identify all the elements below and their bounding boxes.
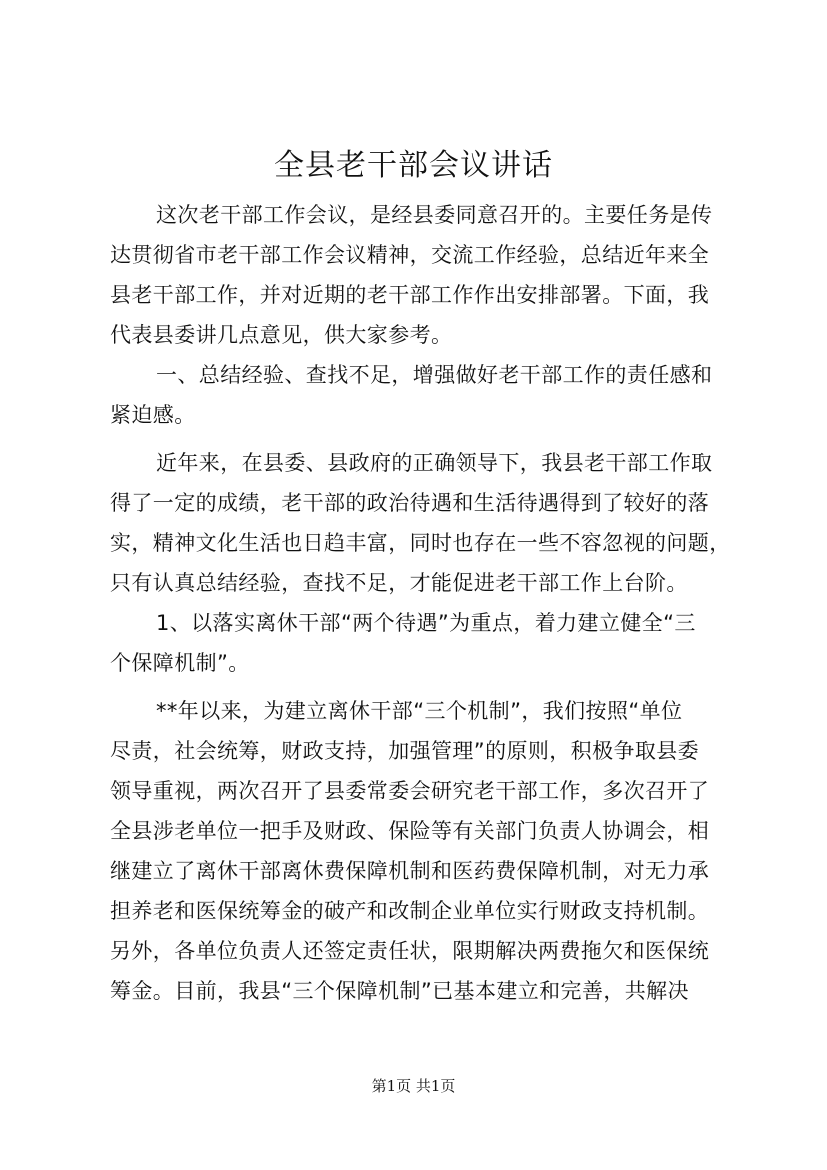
text-line: 近年来，在县委、县政府的正确领导下，我县老干部工作取 (156, 451, 713, 475)
paragraph (110, 443, 740, 603)
text-line: 担养老和医保统筹金的破产和改制企业单位实行财政支持机制。 (110, 899, 710, 923)
text-line: 一、总结经验、查找不足，增强做好老干部工作的责任感和 (156, 363, 713, 387)
text-line: 只有认真总结经验，查找不足，才能促进老干部工作上台阶。 (110, 571, 688, 595)
text-line: 另外，各单位负责人还签定责任状，限期解决两费拖欠和医保统 (110, 939, 710, 963)
paragraph (110, 691, 740, 1011)
document-title: 全县老干部会议讲话 (274, 148, 553, 183)
text-line: 代表县委讲几点意见，供大家参考。 (110, 323, 453, 347)
document-body (110, 195, 740, 1011)
text-line: 个保障机制”。 (110, 651, 250, 675)
text-line: 达贯彻省市老干部工作会议精神，交流工作经验，总结近年来全 (110, 243, 710, 267)
text-line: **年以来，为建立离休干部“三个机制”，我们按照“单位 (156, 699, 683, 723)
text-line: 尽责，社会统筹，财政支持，加强管理”的原则，积极争取县委 (110, 739, 700, 763)
paragraph (110, 355, 740, 435)
text-line: 实，精神文化生活也日趋丰富，同时也存在一些不容忽视的问题， (110, 531, 731, 555)
text-line: 筹金。目前，我县“三个保障机制”已基本建立和完善，共解决 (110, 979, 689, 1003)
page-footer: 第1页 共1页 (371, 1077, 456, 1095)
paragraph (110, 195, 740, 355)
paragraph-gap (110, 435, 740, 443)
text-line: 县老干部工作，并对近期的老干部工作作出安排部署。下面，我 (110, 283, 710, 307)
text-line: 这次老干部工作会议，是经县委同意召开的。主要任务是传 (156, 203, 713, 227)
paragraph (110, 603, 740, 683)
text-line: 继建立了离休干部离休费保障机制和医药费保障机制，对无力承 (110, 859, 710, 883)
paragraph-gap (110, 683, 740, 691)
text-line: 得了一定的成绩，老干部的政治待遇和生活待遇得到了较好的落 (110, 491, 710, 515)
text-line: 全县涉老单位一把手及财政、保险等有关部门负责人协调会，相 (110, 819, 710, 843)
text-line: 紧迫感。 (110, 403, 196, 427)
text-line: 领导重视，两次召开了县委常委会研究老干部工作，多次召开了 (110, 779, 710, 803)
text-line: 1、以落实离休干部“两个待遇”为重点，着力建立健全“三 (156, 611, 696, 635)
